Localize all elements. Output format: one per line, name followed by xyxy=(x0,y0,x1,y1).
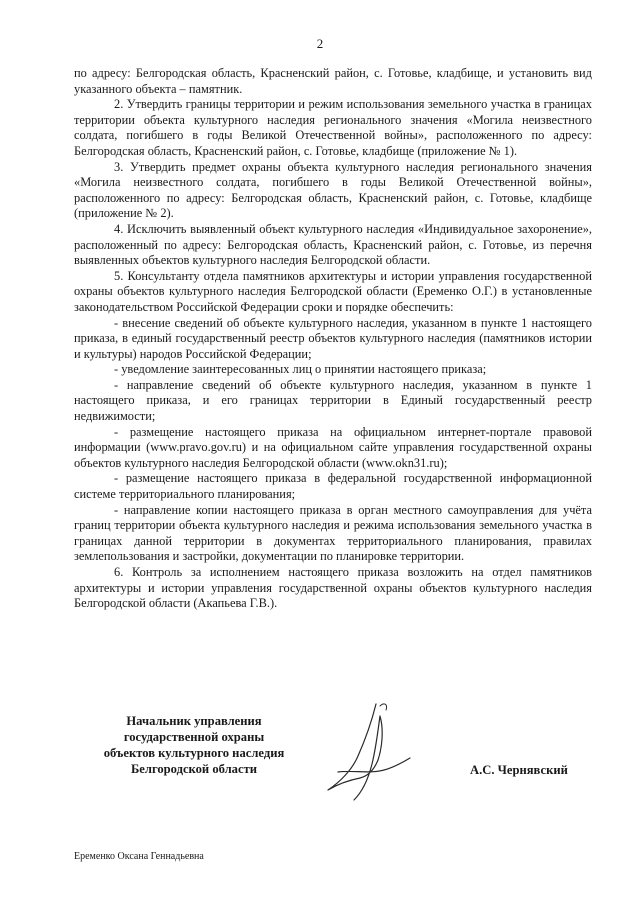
list-item-local-government: - направление копии настоящего приказа в орган местного самоуправления для учёта границ территории объекта культурного наследия и режима использования земельного участка в границах данной территории в документах территориального планирования, правилах землепользования и застройки, документации по планировке территории. xyxy=(74,502,592,564)
paragraph-6: 6. Контроль за исполнением настоящего приказа возложить на отдел памятников архитектуры и истории управления государственной охраны объектов культурного наследия Белгородской области (Акапьева Г.В.). xyxy=(74,565,592,611)
executor-name: Еременко Оксана Геннадьевна xyxy=(74,851,204,862)
list-item-fgis: - размещение настоящего приказа в федеральной государственной информационной системе территориального планирования; xyxy=(74,471,592,502)
list-item-publication: - размещение настоящего приказа на официальном интернет-портале правовой информации (www.pravo.gov.ru) и на официальном сайте управления государственной охраны объектов культурного наследия Белгородской области (www.okn31.ru); xyxy=(74,424,592,470)
paragraph-3: 3. Утвердить предмет охраны объекта культурного наследия регионального значения «Могила неизвестного солдата, погибшего в годы Великой Отечественной войны», расположенного по адресу: Белгородская область, Красненский район, с. Готовье, кладбище (приложение № 2). xyxy=(74,159,592,221)
signatory-title-line: государственной охраны xyxy=(123,730,265,744)
signatory-name: А.С. Чернявский xyxy=(470,763,568,777)
page-number: 2 xyxy=(316,36,324,51)
signatory-title xyxy=(96,713,292,777)
list-item-notification: - уведомление заинтересованных лиц о принятии настоящего приказа; xyxy=(114,362,487,377)
paragraph-1-continuation: по адресу: Белгородская область, Красненский район, с. Готовье, кладбище, и установить вид указанного объекта – памятник. xyxy=(74,66,592,96)
list-item-egrn: - направление сведений об объекте культурного наследия, указанном в пункте 1 настоящего приказа, и его границах территории в Единый государственный реестр недвижимости; xyxy=(74,377,592,424)
paragraph-5: 5. Консультанту отдела памятников архитектуры и истории управления государственной охраны объектов культурного наследия Белгородской области (Еременко О.Г.) в установленные законодательством Российской Федерации сроки и порядке обеспечить: xyxy=(74,268,592,314)
handwritten-signature xyxy=(318,700,428,805)
signatory-title-line: Начальник управления xyxy=(126,714,262,728)
paragraph-2: 2. Утвердить границы территории и режим использования земельного участка в границах территории объекта культурного наследия регионального значения «Могила неизвестного солдата, погибшего в годы Великой Отечественной войны», расположенного по адресу: Белгородская область, Красненский район, с. Готовье, кладбище (приложение № 1). xyxy=(74,97,592,158)
list-item-register: - внесение сведений об объекте культурного наследия, указанном в пункте 1 настоящего приказа, в единый государственный реестр объектов культурного наследия (памятников истории и культуры) народов Российской Федерации; xyxy=(74,315,592,361)
paragraph-4: 4. Исключить выявленный объект культурного наследия «Индивидуальное захоронение», расположенный по адресу: Белгородская область, Красненский район, с. Готовье, из перечня выявленных объектов культурного наследия Белгородской области. xyxy=(74,221,592,268)
signatory-title-line: Белгородской области xyxy=(130,762,258,776)
signatory-title-line: объектов культурного наследия xyxy=(103,746,285,760)
document-body xyxy=(74,66,592,612)
